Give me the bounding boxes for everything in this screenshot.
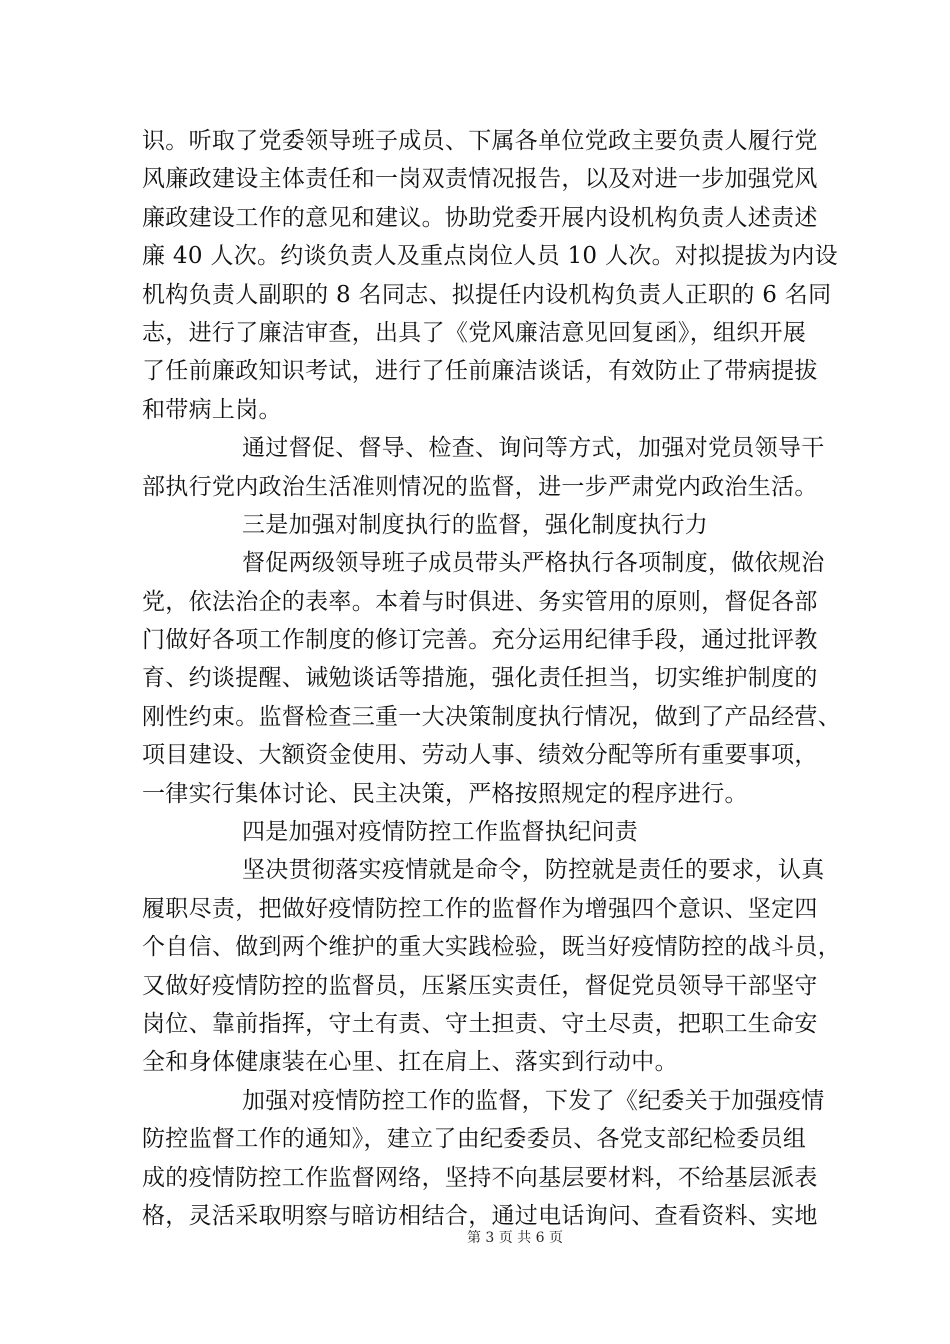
text-line: 一律实行集体讨论、民主决策，严格按照规定的程序进行。 <box>142 780 748 807</box>
text-line: 了任前廉政知识考试，进行了任前廉洁谈话，有效防止了带病提拔 <box>142 358 818 385</box>
text-line: 育、约谈提醒、诫勉谈话等措施，强化责任担当，切实维护制度的 <box>142 665 818 692</box>
text-line: 刚性约束。监督检查三重一大决策制度执行情况，做到了产品经营、 <box>142 703 841 730</box>
text-line: 门做好各项工作制度的修订完善。充分运用纪律手段，通过批评教 <box>142 627 818 654</box>
text-line: 党，依法治企的表率。本着与时俱进、务实管用的原则，督促各部 <box>142 588 818 615</box>
text-line: 个自信、做到两个维护的重大实践检验，既当好疫情防控的战斗员， <box>142 934 841 961</box>
text-line: 和带病上岗。 <box>142 396 282 423</box>
text-line: 风廉政建设主体责任和一岗双责情况报告，以及对进一步加强党风 <box>142 166 818 193</box>
text-line: 成的疫情防控工作监督网络，坚持不向基层要材料，不给基层派表 <box>142 1164 818 1191</box>
text-line: 廉 40 人次。约谈负责人及重点岗位人员 10 人次。对拟提拔为内设 <box>142 243 838 270</box>
text-line: 坚决贯彻落实疫情就是命令，防控就是责任的要求，认真 <box>242 857 825 884</box>
text-line: 三是加强对制度执行的监督，强化制度执行力 <box>242 511 708 538</box>
text-line: 四是加强对疫情防控工作监督执纪问责 <box>242 819 639 846</box>
text-line: 履职尽责，把做好疫情防控工作的监督作为增强四个意识、坚定四 <box>142 895 818 922</box>
text-line: 廉政建设工作的意见和建议。协助党委开展内设机构负责人述责述 <box>142 204 818 231</box>
text-line: 识。听取了党委领导班子成员、下属各单位党政主要负责人履行党 <box>142 128 818 154</box>
text-line: 志，进行了廉洁审查，出具了《党风廉洁意见回复函》，组织开展 <box>142 319 807 346</box>
text-line: 加强对疫情防控工作的监督，下发了《纪委关于加强疫情 <box>242 1087 825 1114</box>
text-line: 项目建设、大额资金使用、劳动人事、绩效分配等所有重要事项， <box>142 742 818 769</box>
text-line: 防控监督工作的通知》，建立了由纪委委员、各党支部纪检委员组 <box>142 1126 807 1153</box>
text-line: 督促两级领导班子成员带头严格执行各项制度，做依规治 <box>242 550 825 577</box>
text-line: 全和身体健康装在心里、扛在肩上、落实到行动中。 <box>142 1049 678 1076</box>
text-line: 机构负责人副职的 8 名同志、拟提任内设机构负责人正职的 6 名同 <box>142 281 832 308</box>
text-line: 岗位、靠前指挥，守土有责、守土担责、守土尽责，把职工生命安 <box>142 1010 818 1037</box>
text-line: 通过督促、督导、检查、询问等方式，加强对党员领导干 <box>242 435 825 462</box>
page-number-footer: 第 3 页 共 6 页 <box>466 1230 564 1246</box>
text-line: 又做好疫情防控的监督员，压紧压实责任，督促党员领导干部坚守 <box>142 972 818 999</box>
document-body <box>142 122 841 1235</box>
text-line: 格，灵活采取明察与暗访相结合，通过电话询问、查看资料、实地 <box>142 1202 818 1229</box>
text-line: 部执行党内政治生活准则情况的监督，进一步严肃党内政治生活。 <box>142 473 818 500</box>
